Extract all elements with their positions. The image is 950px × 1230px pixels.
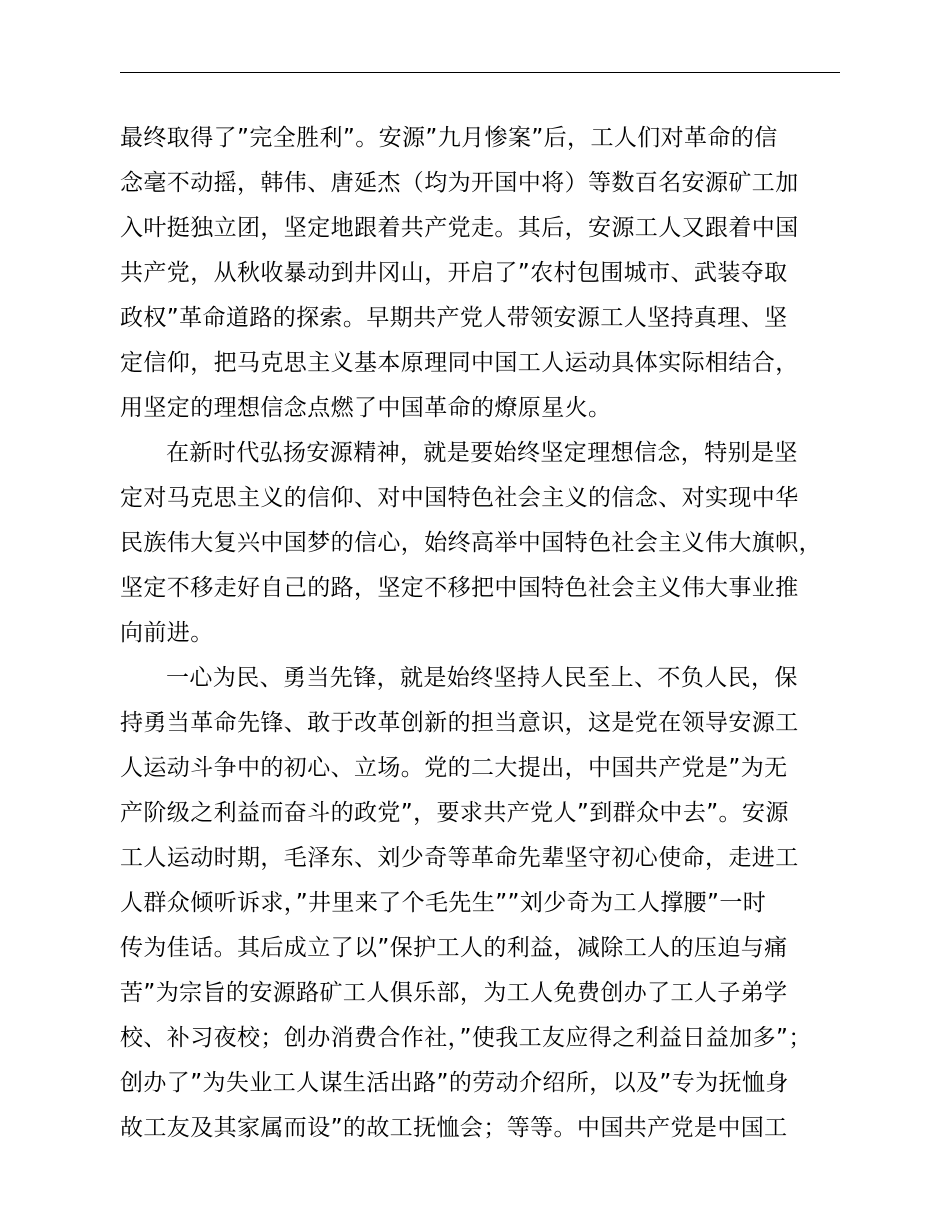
text-line: 工人运动时期，毛泽东、刘少奇等革命先辈坚守初心使命，走进工 — [120, 845, 799, 871]
text-line: 用坚定的理想信念点燃了中国革命的燎原星火。 — [120, 395, 612, 421]
text-line: 共产党，从秋收暴动到井冈山，开启了”农村包围城市、武装夺取 — [120, 260, 788, 286]
text-line: 念毫不动摇，韩伟、唐延杰（均为开国中将）等数百名安源矿工加 — [120, 170, 799, 196]
paragraph-first-line: 一心为民、勇当先锋，就是始终坚持人民至上、不负人民，保 — [166, 665, 798, 691]
text-line: 入叶挺独立团，坚定地跟着共产党走。其后，安源工人又跟着中国 — [120, 215, 799, 241]
text-line: 向前进。 — [120, 620, 214, 646]
text-line: 创办了”为失业工人谋生活出路”的劳动介绍所，以及”专为抚恤身 — [120, 1070, 789, 1096]
text-line: 人运动斗争中的初心、立场。党的二大提出，中国共产党是”为无 — [120, 755, 788, 781]
paragraph-first-line: 在新时代弘扬安源精神，就是要始终坚定理想信念，特别是坚 — [166, 440, 798, 466]
text-line: 最终取得了”完全胜利”。安源”九月惨案”后，工人们对革命的信 — [120, 125, 778, 151]
text-line: 政权”革命道路的探索。早期共产党人带领安源工人坚持真理、坚 — [120, 305, 788, 331]
text-line: 校、补习夜校；创办消费合作社，”使我工友应得之利益日益加多”； — [120, 1025, 812, 1051]
body-text — [120, 116, 860, 1151]
header-rule — [120, 72, 840, 73]
text-line: 民族伟大复兴中国梦的信心，始终高举中国特色社会主义伟大旗帜， — [120, 530, 822, 556]
text-line: 产阶级之利益而奋斗的政党”，要求共产党人”到群众中去”。安源 — [120, 800, 789, 826]
text-line: 苦”为宗旨的安源路矿工人俱乐部，为工人免费创办了工人子弟学 — [120, 980, 788, 1006]
text-line: 故工友及其家属而设”的故工抚恤会；等等。中国共产党是中国工 — [120, 1115, 788, 1141]
text-line: 定对马克思主义的信仰、对中国特色社会主义的信念、对实现中华 — [120, 485, 799, 511]
text-line: 人群众倾听诉求，”井里来了个毛先生””刘少奇为工人撑腰”一时 — [120, 890, 767, 916]
text-line: 坚定不移走好自己的路，坚定不移把中国特色社会主义伟大事业推 — [120, 575, 799, 601]
text-line: 传为佳话。其后成立了以”保护工人的利益，减除工人的压迫与痛 — [120, 935, 788, 961]
text-line: 定信仰，把马克思主义基本原理同中国工人运动具体实际相结合， — [120, 350, 799, 376]
text-line: 持勇当革命先锋、敢于改革创新的担当意识，这是党在领导安源工 — [120, 710, 799, 736]
